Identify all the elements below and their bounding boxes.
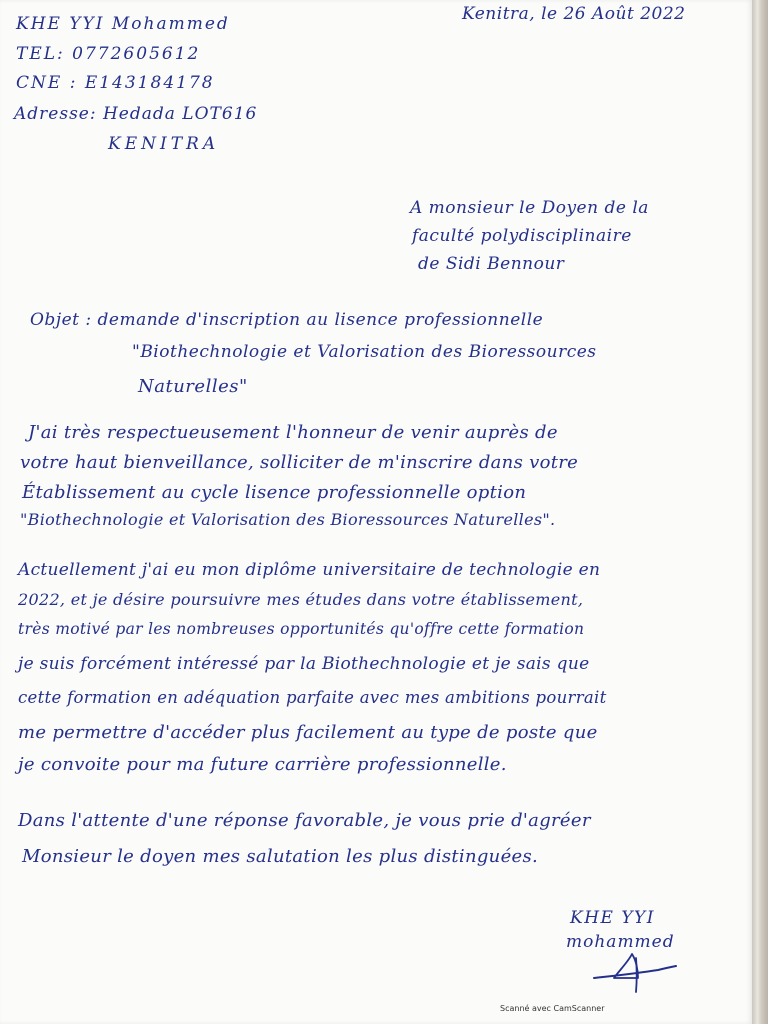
sender-tel: TEL: 0772605612 bbox=[16, 44, 201, 64]
body-p1-line-4: "Biothechnologie et Valorisation des Bioressources Naturelles". bbox=[20, 510, 556, 529]
sender-cne: CNE : E143184178 bbox=[16, 73, 215, 93]
recipient-line-2: faculté polydisciplinaire bbox=[412, 226, 632, 246]
body-p2-line-1: Actuellement j'ai eu mon diplôme universitaire de technologie en bbox=[18, 560, 601, 580]
recipient-line-3: de Sidi Bennour bbox=[418, 254, 565, 274]
sender-address: Adresse: Hedada LOT616 bbox=[14, 104, 258, 124]
body-p1-line-1: J'ai très respectueusement l'honneur de venir auprès de bbox=[28, 422, 558, 443]
body-p2-line-4: je suis forcément intéressé par la Biothechnologie et je sais que bbox=[18, 654, 590, 674]
body-p2-line-2: 2022, et je désire poursuivre mes études dans votre établissement, bbox=[18, 590, 584, 609]
body-p1-line-2: votre haut bienveillance, solliciter de m'inscrire dans votre bbox=[20, 452, 579, 473]
sender-name: KHE YYI Mohammed bbox=[16, 14, 230, 34]
signature-firstname: mohammed bbox=[566, 932, 675, 952]
object-line-1: Objet : demande d'inscription au lisence professionnelle bbox=[30, 310, 544, 330]
body-p2-line-5: cette formation en adéquation parfaite avec mes ambitions pourrait bbox=[18, 688, 607, 707]
object-line-3: Naturelles" bbox=[138, 376, 248, 397]
scanner-watermark: Scanné avec CamScanner bbox=[500, 1004, 605, 1013]
body-p2-line-7: je convoite pour ma future carrière professionnelle. bbox=[18, 754, 507, 775]
signature-mark bbox=[592, 948, 682, 996]
body-p2-line-3: très motivé par les nombreuses opportunités qu'offre cette formation bbox=[18, 620, 585, 638]
body-p3-line-1: Dans l'attente d'une réponse favorable, je vous prie d'agréer bbox=[18, 810, 591, 831]
sender-city: KENITRA bbox=[108, 134, 220, 154]
body-p1-line-3: Établissement au cycle lisence professionnelle option bbox=[22, 482, 527, 503]
object-line-2: "Biothechnologie et Valorisation des Bioressources bbox=[132, 342, 597, 362]
body-p3-line-2: Monsieur le doyen mes salutation les plus distinguées. bbox=[22, 846, 539, 867]
body-p2-line-6: me permettre d'accéder plus facilement au type de poste que bbox=[18, 722, 598, 743]
page-edge bbox=[752, 0, 768, 1024]
recipient-line-1: A monsieur le Doyen de la bbox=[410, 198, 649, 218]
letter-date: Kenitra, le 26 Août 2022 bbox=[462, 4, 686, 24]
signature-name: KHE YYI bbox=[570, 908, 655, 928]
